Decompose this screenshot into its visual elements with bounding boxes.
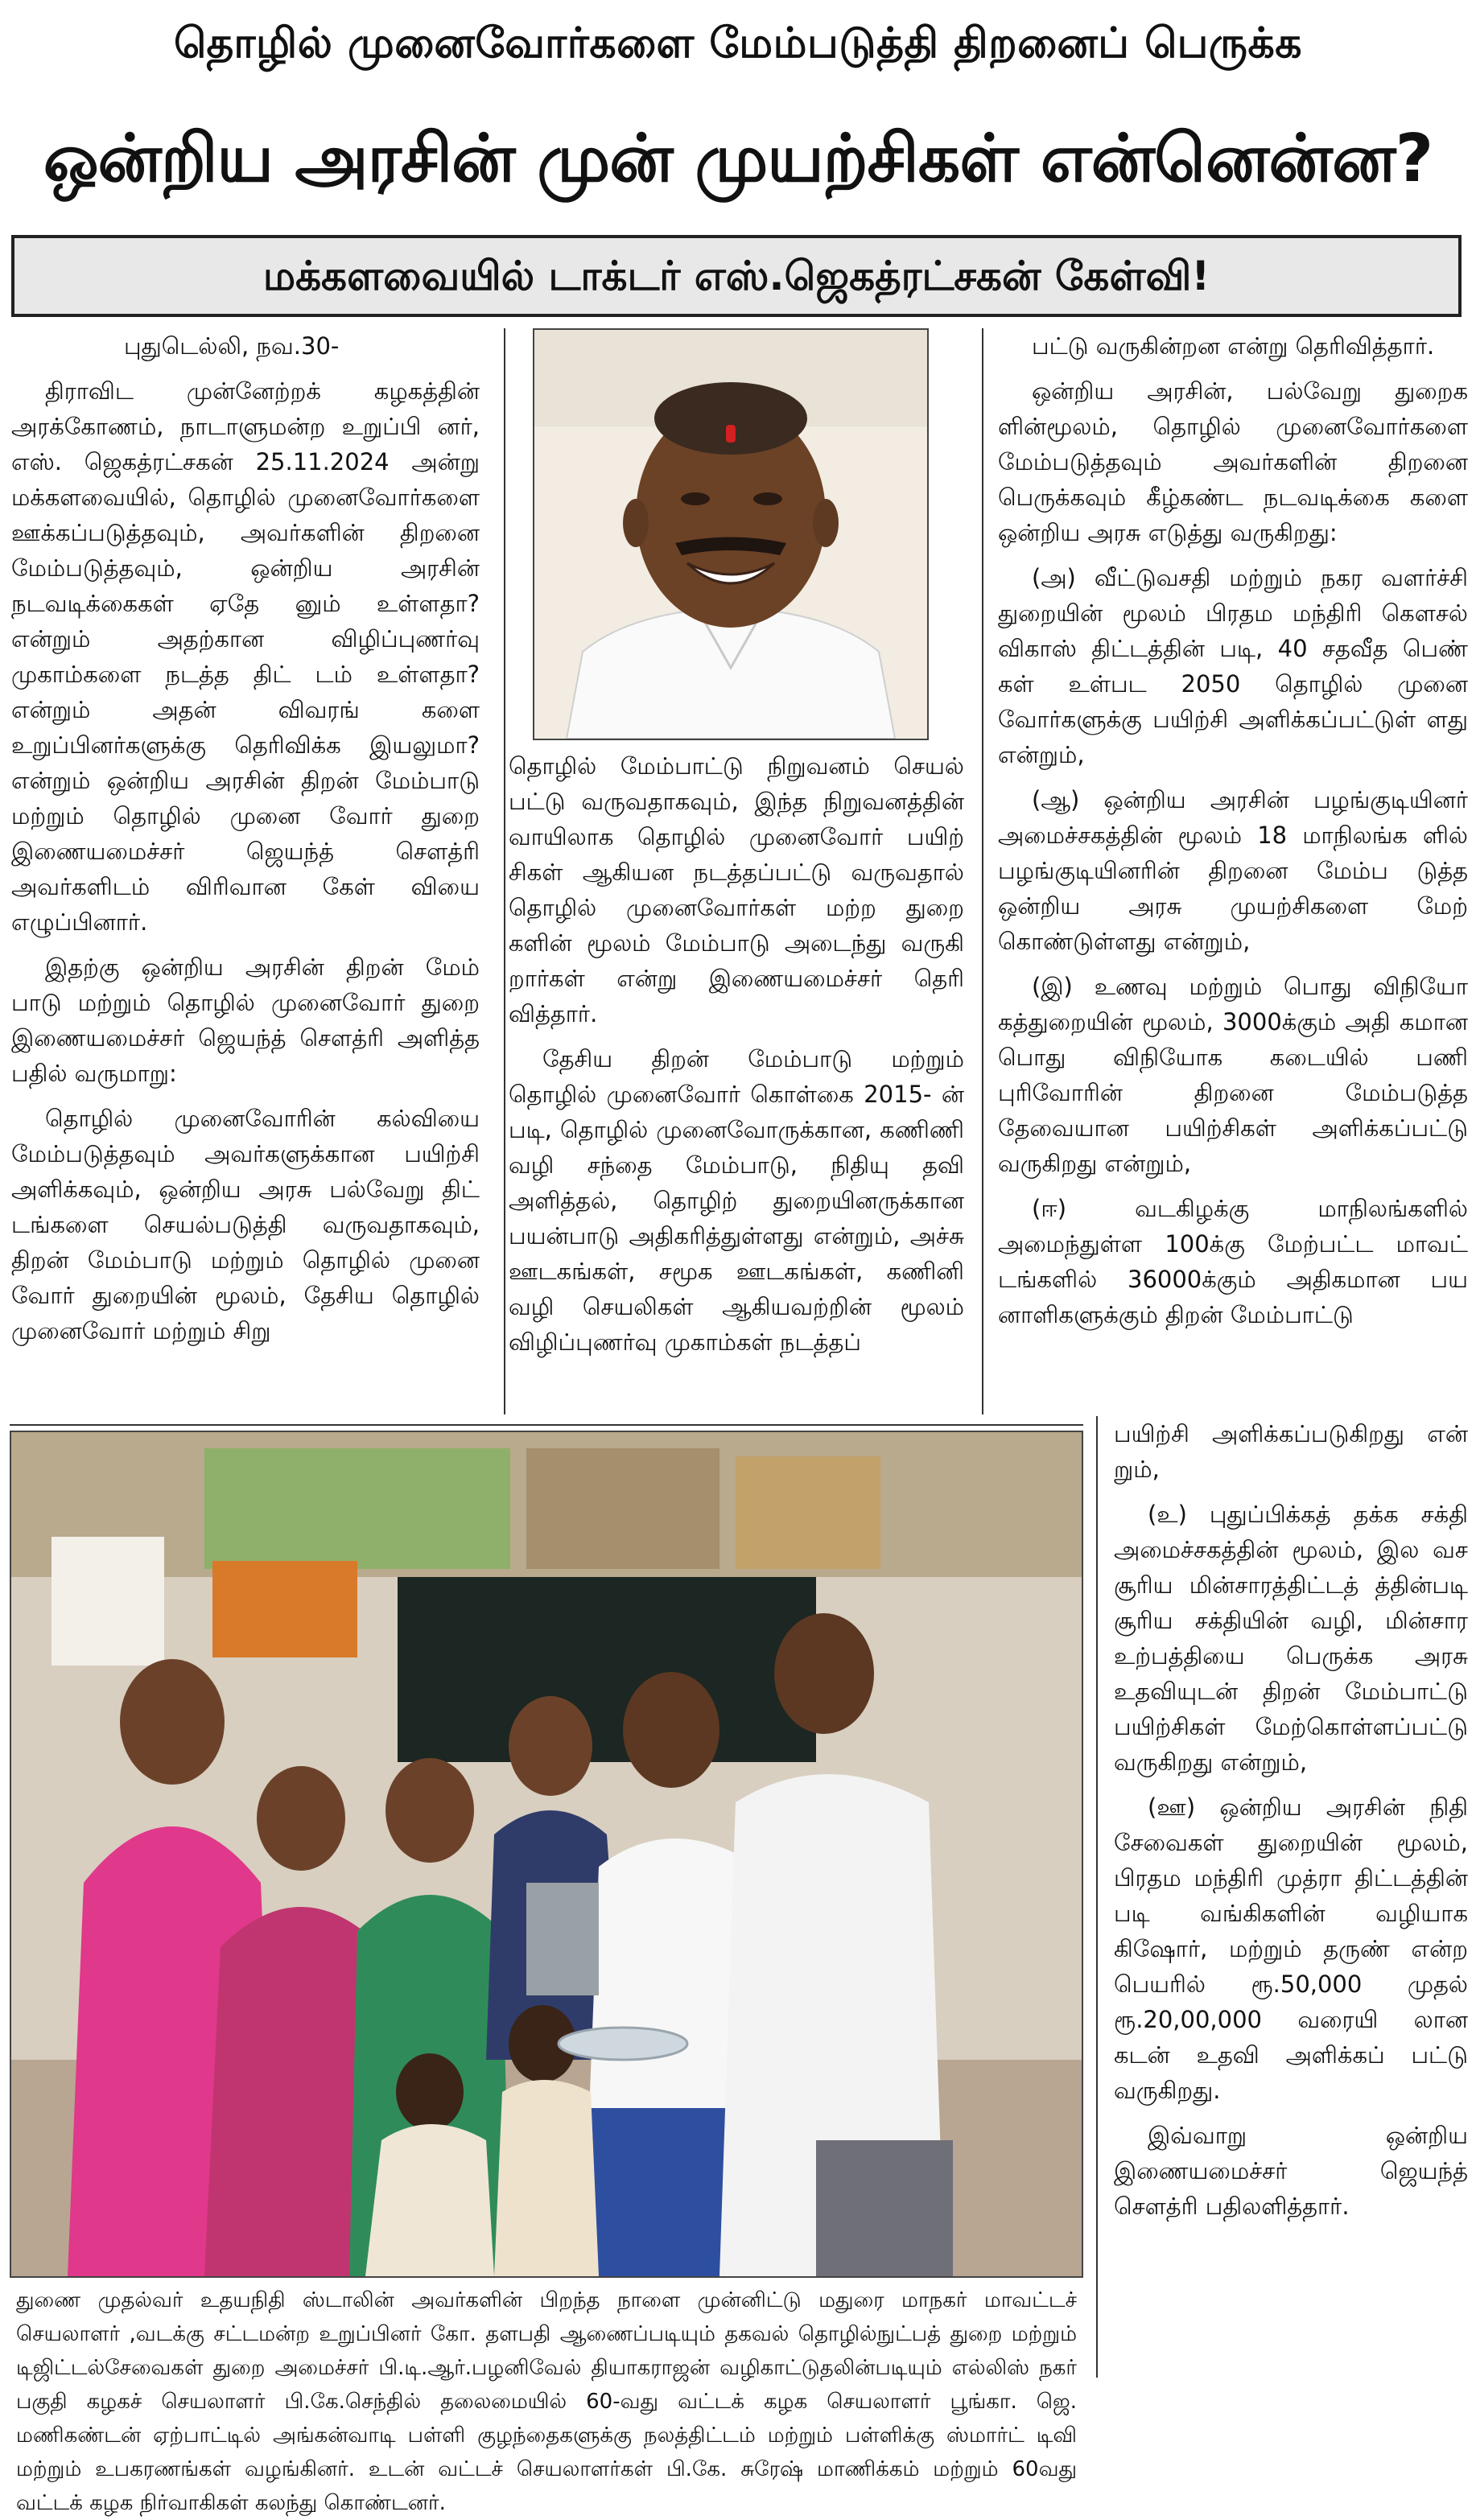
article-column-2 — [509, 748, 964, 1369]
event-photo-illustration — [11, 1432, 1082, 2276]
portrait-photo — [533, 328, 929, 740]
photo-caption — [10, 2283, 1083, 2520]
dateline: புதுடெல்லி, நவ.30- — [124, 332, 340, 360]
paragraph: ஒன்றிய அரசின், பல்வேறு துறைக ளின்மூலம், தொழில் முனைவோர்களை மேம்படுத்தவும் அவர்களின் திறனை பெருக்கவும் கீழ்கண்ட நடவடிக்கை களை ஒன்றிய அரசு எடுத்து வருகிறது: — [998, 377, 1468, 546]
paragraph: தொழில் மேம்பாட்டு நிறுவனம் செயல் பட்டு வருவதாகவும், இந்த நிறுவனத்தின் வாயிலாக தொழில் முனைவோர் பயிற் சிகள் ஆகியன நடத்தப்பட்டு வருவதால் தொழில் முனைவோர்கள் மற்ற துறை களின் மூலம் மேம்பாடு அடைந்து வருகி றார்கள் என்று இணையமைச்சர் தெரி வித்தார். — [509, 752, 964, 1027]
article-column-3 — [998, 328, 1468, 1342]
paragraph: (ஆ) ஒன்றிய அரசின் பழங்குடியினர் அமைச்சகத்தின் மூலம் 18 மாநிலங்க ளில் பழங்குடியினரின் திறனை மேம்ப டுத்த ஒன்றிய அரசு முயற்சிகளை மேற் கொண்டுள்ளது என்றும், — [998, 786, 1468, 955]
paragraph: பட்டு வருகின்றன என்று தெரிவித்தார். — [1032, 332, 1435, 360]
paragraph: இதற்கு ஒன்றிய அரசின் திறன் மேம் பாடு மற்றும் தொழில் முனைவோர் துறை இணையமைச்சர் ஜெயந்த் சௌத்ரி அளித்த பதில் வருமாறு: — [11, 953, 480, 1087]
photo-divider — [10, 1424, 1083, 1426]
paragraph: (அ) வீட்டுவசதி மற்றும் நகர வளர்ச்சி துறையின் மூலம் பிரதம மந்திரி கௌசல் விகாஸ் திட்டத்தின் படி, 40 சதவீத பெண் கள் உள்பட 2050 தொழில் முனை வோர்களுக்கு பயிற்சி அளிக்கப்பட்டுள் ளது என்றும், — [998, 564, 1468, 768]
paragraph: (இ) உணவு மற்றும் பொது விநியோ கத்துறையின் மூலம், 3000க்கும் அதி கமான பொது விநியோக கடையில் பணி புரிவோரின் திறனை மேம்படுத்த தேவையான பயிற்சிகள் அளிக்கப்பட்டு வருகிறது என்றும், — [998, 973, 1468, 1177]
paragraph: (ஊ) ஒன்றிய அரசின் நிதி சேவைகள் துறையின் மூலம், பிரதம மந்திரி முத்ரா திட்டத்தின் படி வங்கிகளின் வழியாக கிஷோர், மற்றும் தருண் என்ற பெயரில் ரூ.50,000 முதல் ரூ.20,00,000 வரையி லான கடன் உதவி அளிக்கப் பட்டு வருகிறது. — [1114, 1793, 1468, 2104]
paragraph: திராவிட முன்னேற்றக் கழகத்தின் அரக்கோணம், நாடாளுமன்ற உறுப்பி னர், எஸ். ஜெகத்ரட்சகன் 25.11.2024 அன்று மக்களவையில், தொழில் முனைவோர்களை ஊக்கப்படுத்தவும், அவர்களின் திறனை மேம்படுத்தவும், ஒன்றிய அரசின் நடவடிக்கைகள் ஏதே னும் உள்ளதா? என்றும் அதற்கான விழிப்புணர்வு முகாம்களை நடத்த திட் டம் உள்ளதா? என்றும் அதன் விவரங் களை உறுப்பினர்களுக்கு தெரிவிக்க இயலுமா? என்றும் ஒன்றிய அரசின் திறன் மேம்பாடு மற்றும் தொழில் முனை வோர் துறை இணையமைச்சர் ஜெயந்த் சௌத்ரி அவர்களிடம் விரிவான கேள் வியை எழுப்பினார். — [11, 377, 480, 936]
subhead: மக்களவையில் டாக்டர் எஸ்.ஜெகத்ரட்சகன் கேள்வி! — [11, 235, 1462, 317]
paragraph: இவ்வாறு ஒன்றிய இணையமைச்சர் ஜெயந்த் சௌத்ரி பதிலளித்தார். — [1114, 2122, 1468, 2220]
headline-line1: தொழில் முனைவோர்களை மேம்படுத்தி திறனைப் பெருக்க — [174, 19, 1302, 68]
column-divider — [1096, 1416, 1098, 2378]
headline-line2: ஒன்றிய அரசின் முன் முயற்சிகள் என்னென்ன? — [43, 121, 1433, 197]
portrait-illustration — [534, 330, 927, 739]
paragraph: (ஈ) வடகிழக்கு மாநிலங்களில் அமைந்துள்ள 100க்கு மேற்பட்ட மாவட் டங்களில் 36000க்கும் அதிகமான பய னாளிகளுக்கும் திறன் மேம்பாட்டு — [998, 1195, 1468, 1328]
event-photo — [10, 1431, 1083, 2278]
paragraph: தொழில் முனைவோரின் கல்வியை மேம்படுத்தவும் அவர்களுக்கான பயிற்சி அளிக்கவும், ஒன்றிய அரசு பல்வேறு திட் டங்களை செயல்படுத்தி வருவதாகவும், திறன் மேம்பாடு மற்றும் தொழில் முனை வோர் துறையின் மூலம், தேசிய தொழில் முனைவோர் மற்றும் சிறு — [11, 1105, 480, 1344]
article-column-1 — [11, 328, 480, 1358]
paragraph: தேசிய திறன் மேம்பாடு மற்றும் தொழில் முனைவோர் கொள்கை 2015- ன் படி, தொழில் முனைவோருக்கான, கணிணி வழி சந்தை மேம்பாடு, நிதியு தவி அளித்தல், தொழிற் துறையினருக்கான பயன்பாடு அதிகரித்துள்ளது என்றும், அச்சு ஊடகங்கள், சமூக ஊடகங்கள், கணினி வழி செயலிகள் ஆகியவற்றின் மூலம் விழிப்புணர்வு முகாம்கள் நடத்தப் — [509, 1045, 964, 1356]
article-column-3-continued — [1114, 1416, 1468, 2234]
column-divider — [982, 328, 983, 1414]
caption-text: துணை முதல்வர் உதயநிதி ஸ்டாலின் அவர்களின் பிறந்த நாளை முன்னிட்டு மதுரை மாநகர் மாவட்டச் செயலாளர் ,வடக்கு சட்டமன்ற உறுப்பினர் கோ. தளபதி ஆணைப்படியும் தகவல் தொழில்நுட்பத் துறை மற்றும் டிஜிட்டல்சேவைகள் துறை அமைச்சர் பி.டி.ஆர்.பழனிவேல் தியாகராஜன் வழிகாட்டுதலின்படியும் எல்லிஸ் நகர் பகுதி கழகச் செயலாளர் பி.கே.செந்தில் தலைமையில் 60-வது வட்டக் கழக செயலாளர் பூங்கா. ஜெ. மணிகண்டன் ஏற்பாட்டில் அங்கன்வாடி பள்ளி குழந்தைகளுக்கு நலத்திட்டம் மற்றும் பள்ளிக்கு ஸ்மார்ட் டிவி மற்றும் உபகரணங்கள் வழங்கினர். உடன் வட்டச் செயலாளர்கள் பி.கே. சுரேஷ் மாணிக்கம் மற்றும் 60வது வட்டக் கழக நிர்வாகிகள் கலந்து கொண்டனர். — [16, 2288, 1077, 2515]
paragraph: (உ) புதுப்பிக்கத் தக்க சக்தி அமைச்சகத்தின் மூலம், இல வச சூரிய மின்சாரத்திட்டத் த்தின்படி சூரிய சக்தியின் வழி, மின்சார உற்பத்தியை பெருக்க அரசு உதவியுடன் திறன் மேம்பாட்டு பயிற்சிகள் மேற்கொள்ளப்பட்டு வருகிறது என்றும், — [1114, 1501, 1468, 1776]
paragraph: பயிற்சி அளிக்கப்படுகிறது என் றும், — [1114, 1420, 1468, 1483]
column-divider — [504, 328, 505, 1414]
